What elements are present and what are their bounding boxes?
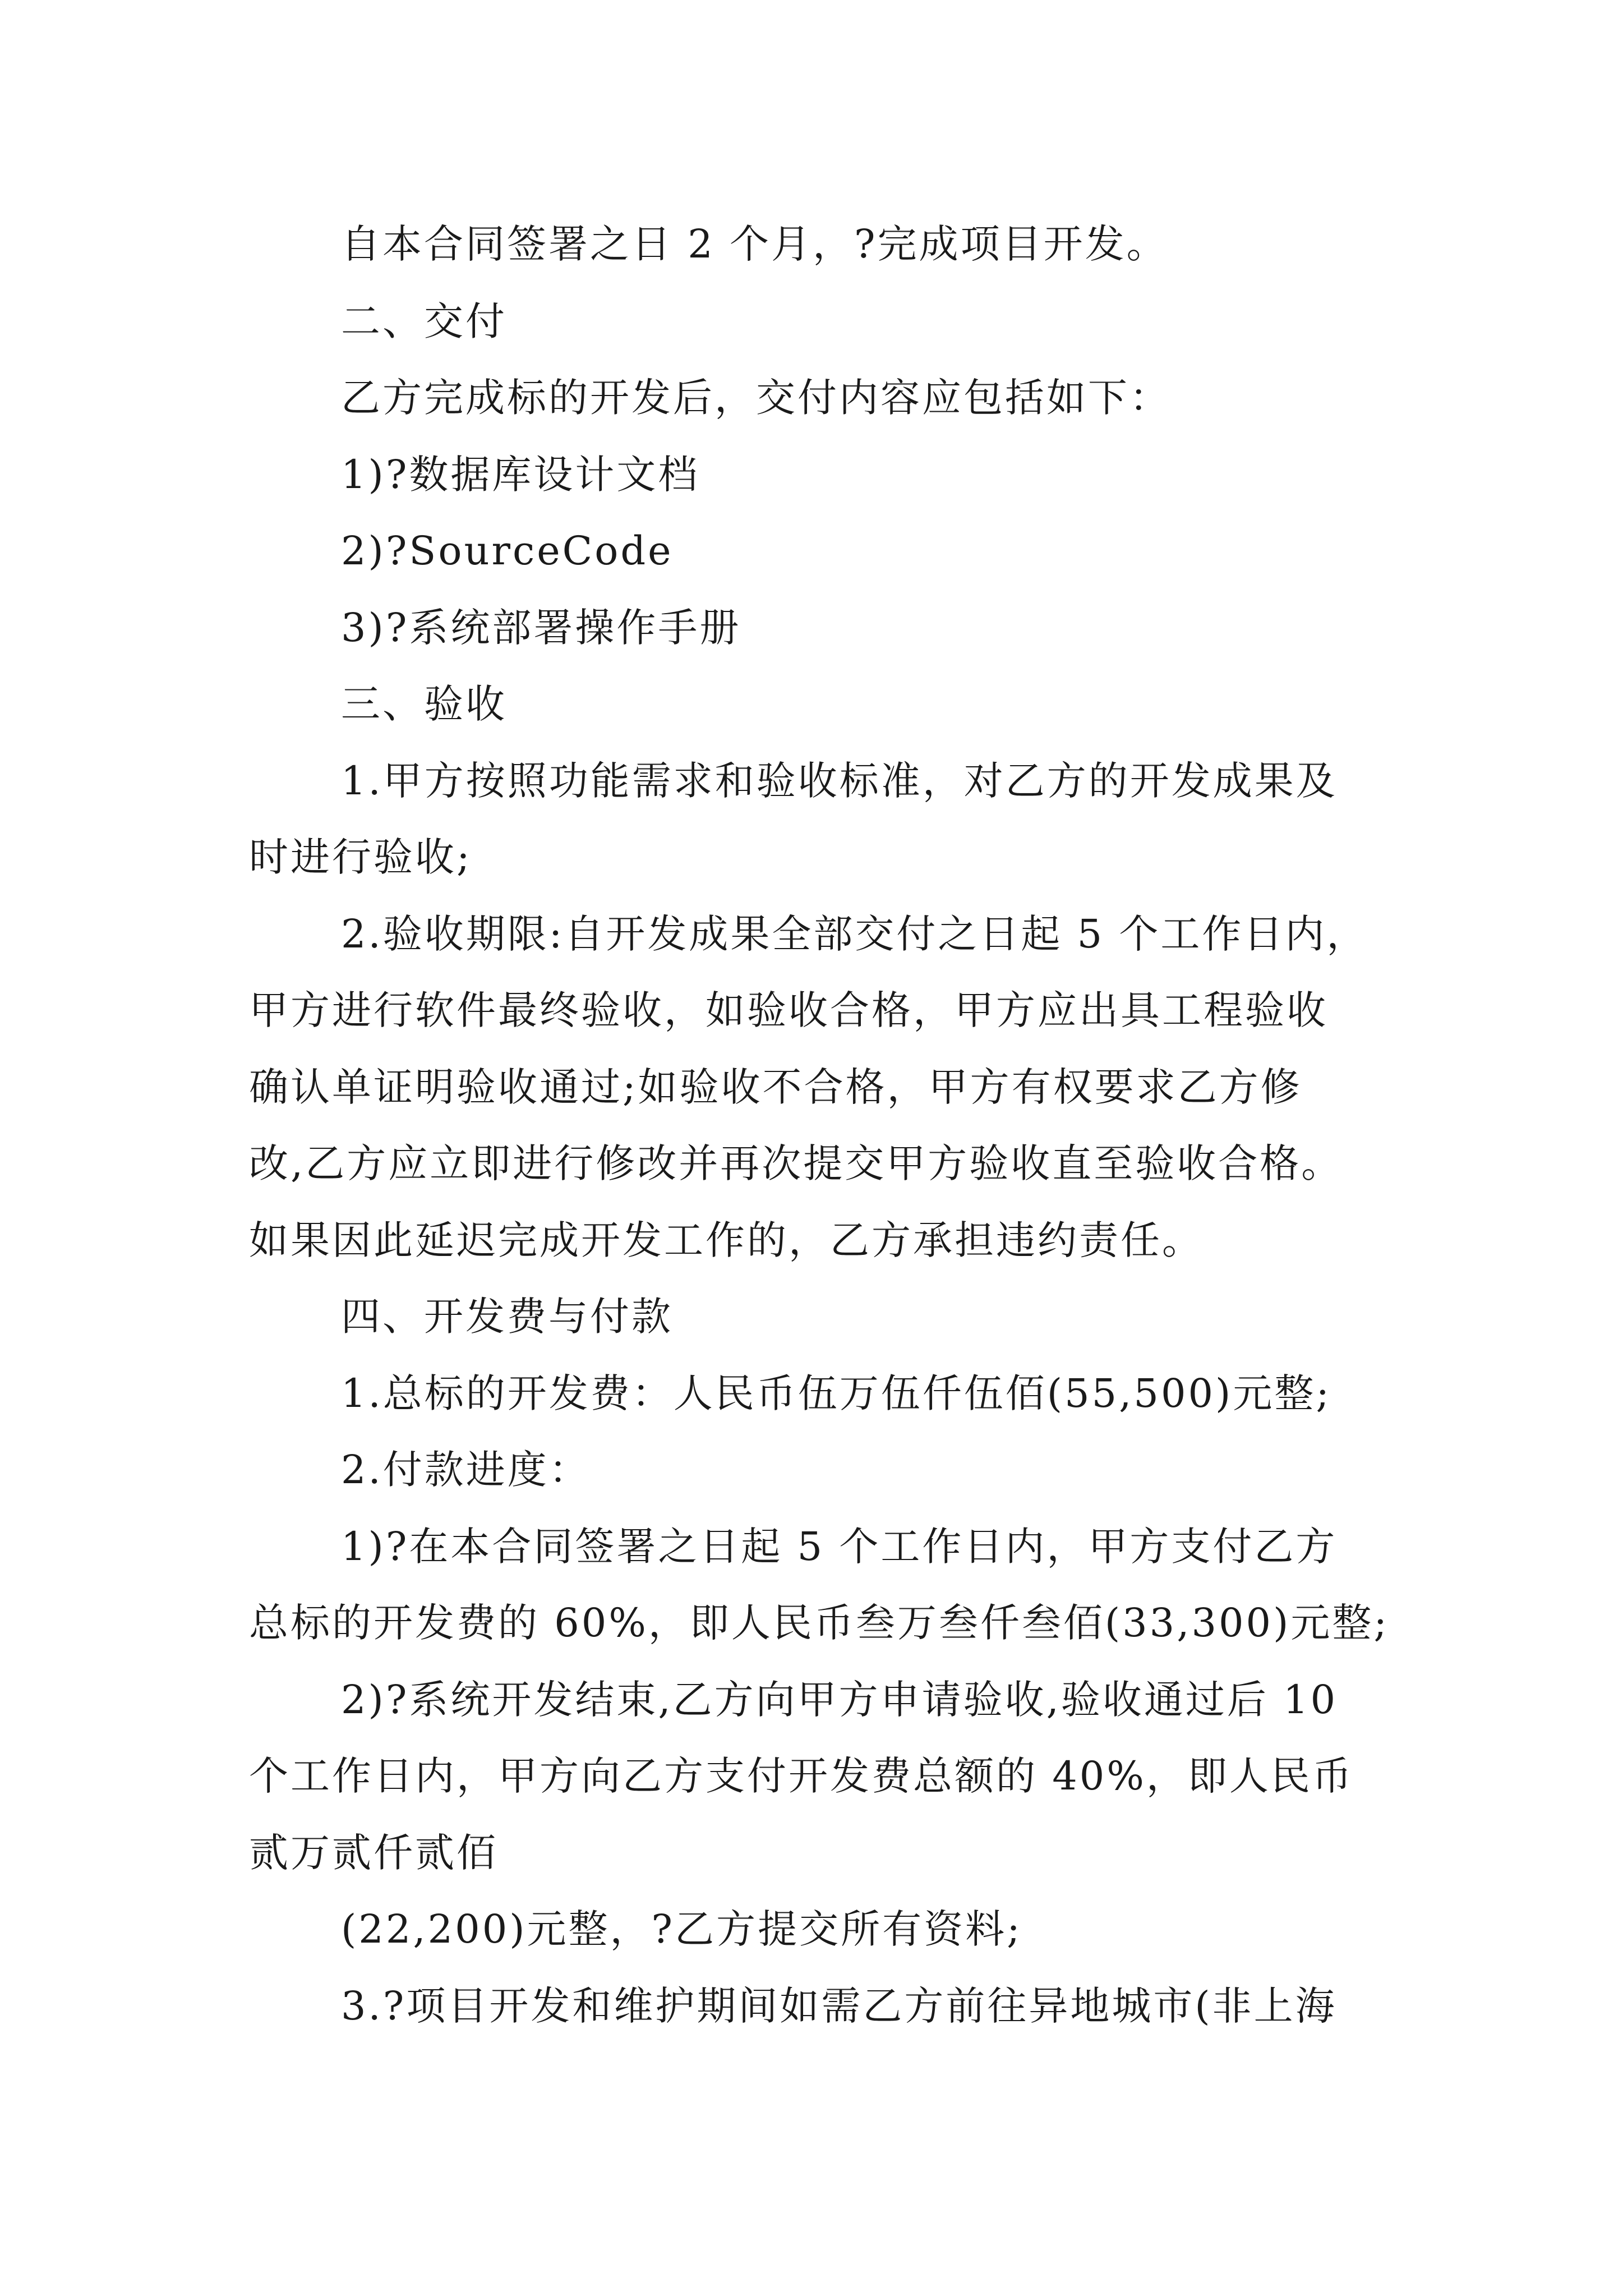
list-item: 3.?项目开发和维护期间如需乙方前往异地城市(非上海	[341, 1983, 1337, 2029]
paragraph-line: 贰万贰仟贰佰	[249, 1830, 498, 1876]
paragraph-line: 确认单证明验收通过;如验收不合格，甲方有权要求乙方修	[249, 1064, 1302, 1110]
section-heading-acceptance: 三、验收	[341, 681, 507, 727]
paragraph-line: 个工作日内，甲方向乙方支付开发费总额的 40%，即人民币	[249, 1753, 1354, 1799]
list-item: 1)?在本合同签署之日起 5 个工作日内，甲方支付乙方	[341, 1524, 1338, 1570]
paragraph-line: 1.甲方按照功能需求和验收标准，对乙方的开发成果及	[341, 758, 1338, 804]
section-heading-delivery: 二、交付	[341, 298, 507, 344]
paragraph-line: 2.付款进度：	[341, 1447, 591, 1493]
delivery-deadline-line: 自本合同签署之日 2 个月，?完成项目开发。	[341, 221, 1168, 267]
paragraph-line: 改,乙方应立即进行修改并再次提交甲方验收直至验收合格。	[249, 1140, 1343, 1186]
paragraph-line: 如果因此延迟完成开发工作的，乙方承担违约责任。	[249, 1217, 1204, 1263]
paragraph-line: (22,200)元整，?乙方提交所有资料;	[341, 1906, 1022, 1952]
list-item: 2)?系统开发结束,乙方向甲方申请验收,验收通过后 10	[341, 1677, 1338, 1723]
paragraph-line: 1.总标的开发费：人民币伍万伍仟伍佰(55,500)元整;	[341, 1370, 1331, 1416]
paragraph-line: 2.验收期限:自开发成果全部交付之日起 5 个工作日内，	[341, 911, 1368, 957]
list-item: 2)?SourceCode	[341, 528, 674, 574]
section-heading-payment: 四、开发费与付款	[341, 1294, 673, 1340]
list-item: 3)?系统部署操作手册	[341, 605, 741, 651]
list-item: 1)?数据库设计文档	[341, 452, 700, 498]
paragraph-line: 乙方完成标的开发后，交付内容应包括如下：	[341, 375, 1171, 421]
paragraph-line: 时进行验收;	[249, 834, 472, 880]
paragraph-line: 甲方进行软件最终验收，如验收合格，甲方应出具工程验收	[249, 987, 1328, 1033]
paragraph-line: 总标的开发费的 60%，即人民币叁万叁仟叁佰(33,300)元整;	[249, 1600, 1389, 1646]
